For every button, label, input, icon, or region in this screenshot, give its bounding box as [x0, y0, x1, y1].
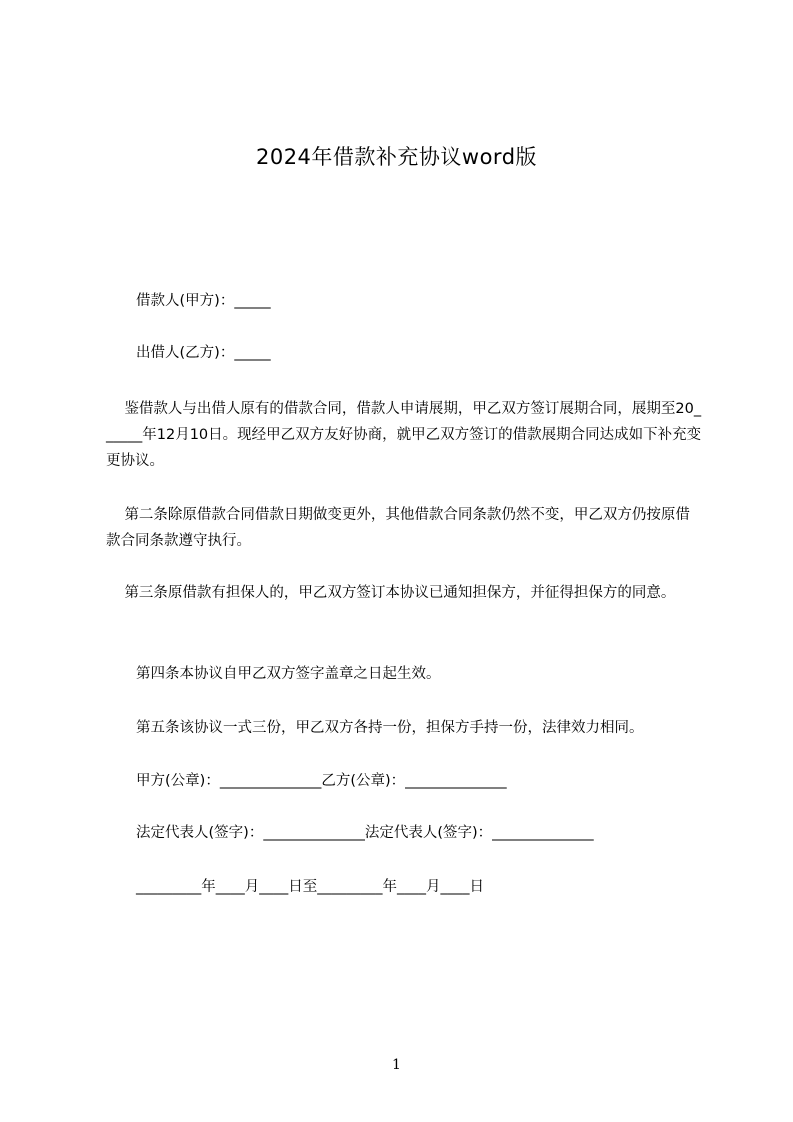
- signature-line: 法定代表人(签字)：______________法定代表人(签字)：______________: [136, 825, 594, 841]
- clause-2-paragraph: 第二条除原借款合同借款日期做变更外，其他借款合同条款仍然不变，甲乙双方仍按原借款合同条款遵守执行。: [106, 507, 690, 549]
- lender-party-line: 出借人(乙方)：_____: [136, 345, 271, 361]
- clause-5-line: 第五条该协议一式三份，甲乙双方各持一份，担保方手持一份，法律效力相同。: [136, 720, 644, 736]
- seal-line: 甲方(公章)：______________乙方(公章)：______________: [136, 773, 507, 789]
- document-title: 2024年借款补充协议word版: [255, 145, 538, 169]
- borrower-party-line: 借款人(甲方)：_____: [136, 293, 271, 309]
- clause-4-line: 第四条本协议自甲乙双方签字盖章之日起生效。: [136, 666, 441, 682]
- clause-3-paragraph: 第三条原借款有担保人的，甲乙双方签订本协议已通知担保方，并征得担保方的同意。: [106, 585, 676, 601]
- preamble-paragraph: 鉴借款人与出借人原有的借款合同，借款人申请展期，甲乙双方签订展期合同，展期至20______年12月10日。现经甲乙双方友好协商，就甲乙双方签订的借款展期合同达成如下补充变更协议。: [106, 401, 702, 469]
- page-number: 1: [392, 1057, 401, 1073]
- date-range-line: _________年____月____日至_________年____月____日: [136, 879, 484, 895]
